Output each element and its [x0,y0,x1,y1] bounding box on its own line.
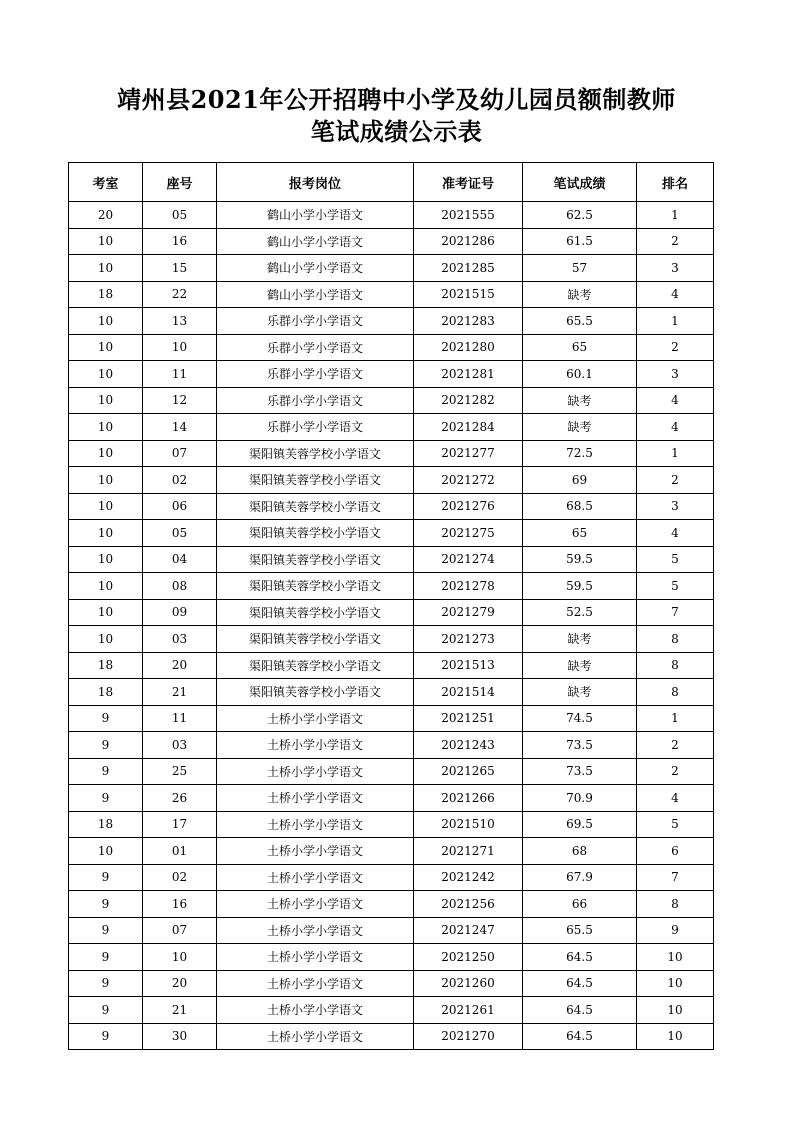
cell-exam-room: 10 [69,255,143,282]
cell-applied-position: 渠阳镇芙蓉学校小学语文 [217,546,414,573]
cell-seat-number: 25 [143,758,217,785]
cell-rank: 2 [637,467,714,494]
cell-admission-number: 2021260 [414,970,523,997]
cell-admission-number: 2021513 [414,652,523,679]
cell-applied-position: 土桥小学小学语文 [217,785,414,812]
cell-admission-number: 2021278 [414,573,523,600]
header-rank: 排名 [637,163,714,202]
cell-exam-room: 10 [69,387,143,414]
cell-applied-position: 渠阳镇芙蓉学校小学语文 [217,520,414,547]
header-written-score: 笔试成绩 [523,163,637,202]
cell-written-score: 59.5 [523,546,637,573]
table-row [69,308,714,335]
cell-exam-room: 10 [69,440,143,467]
cell-seat-number: 21 [143,997,217,1024]
cell-applied-position: 乐群小学小学语文 [217,308,414,335]
cell-written-score: 64.5 [523,1023,637,1050]
cell-admission-number: 2021510 [414,811,523,838]
cell-seat-number: 02 [143,467,217,494]
cell-applied-position: 乐群小学小学语文 [217,387,414,414]
cell-applied-position: 土桥小学小学语文 [217,732,414,759]
cell-rank: 8 [637,652,714,679]
cell-written-score: 73.5 [523,758,637,785]
cell-seat-number: 17 [143,811,217,838]
cell-rank: 7 [637,864,714,891]
cell-seat-number: 10 [143,334,217,361]
cell-rank: 2 [637,228,714,255]
cell-admission-number: 2021286 [414,228,523,255]
cell-applied-position: 渠阳镇芙蓉学校小学语文 [217,493,414,520]
header-seat-number: 座号 [143,163,217,202]
cell-applied-position: 渠阳镇芙蓉学校小学语文 [217,599,414,626]
header-admission-number: 准考证号 [414,163,523,202]
cell-written-score: 66 [523,891,637,918]
cell-written-score: 72.5 [523,440,637,467]
table-row [69,361,714,388]
cell-admission-number: 2021555 [414,202,523,229]
cell-applied-position: 乐群小学小学语文 [217,361,414,388]
table-row [69,467,714,494]
cell-admission-number: 2021280 [414,334,523,361]
cell-rank: 9 [637,917,714,944]
cell-applied-position: 土桥小学小学语文 [217,970,414,997]
cell-written-score: 缺考 [523,387,637,414]
cell-written-score: 68.5 [523,493,637,520]
cell-written-score: 缺考 [523,652,637,679]
cell-applied-position: 土桥小学小学语文 [217,944,414,971]
cell-written-score: 59.5 [523,573,637,600]
cell-admission-number: 2021515 [414,281,523,308]
table-row [69,255,714,282]
cell-exam-room: 10 [69,546,143,573]
table-row [69,1023,714,1050]
cell-applied-position: 土桥小学小学语文 [217,1023,414,1050]
table-row [69,281,714,308]
cell-seat-number: 12 [143,387,217,414]
cell-exam-room: 9 [69,1023,143,1050]
cell-admission-number: 2021282 [414,387,523,414]
cell-rank: 1 [637,308,714,335]
cell-exam-room: 18 [69,281,143,308]
cell-exam-room: 10 [69,361,143,388]
table-row [69,891,714,918]
table-row [69,811,714,838]
cell-rank: 5 [637,811,714,838]
cell-seat-number: 05 [143,202,217,229]
cell-applied-position: 渠阳镇芙蓉学校小学语文 [217,626,414,653]
cell-applied-position: 土桥小学小学语文 [217,758,414,785]
cell-written-score: 65.5 [523,917,637,944]
table-row [69,546,714,573]
cell-exam-room: 18 [69,652,143,679]
cell-written-score: 61.5 [523,228,637,255]
cell-applied-position: 渠阳镇芙蓉学校小学语文 [217,652,414,679]
cell-written-score: 57 [523,255,637,282]
cell-admission-number: 2021285 [414,255,523,282]
cell-seat-number: 07 [143,440,217,467]
cell-applied-position: 土桥小学小学语文 [217,997,414,1024]
cell-admission-number: 2021514 [414,679,523,706]
cell-seat-number: 05 [143,520,217,547]
cell-rank: 2 [637,732,714,759]
cell-exam-room: 9 [69,732,143,759]
cell-admission-number: 2021283 [414,308,523,335]
cell-applied-position: 渠阳镇芙蓉学校小学语文 [217,440,414,467]
cell-seat-number: 08 [143,573,217,600]
table-row [69,493,714,520]
cell-exam-room: 10 [69,414,143,441]
cell-admission-number: 2021270 [414,1023,523,1050]
cell-admission-number: 2021276 [414,493,523,520]
cell-admission-number: 2021265 [414,758,523,785]
cell-applied-position: 鹤山小学小学语文 [217,228,414,255]
cell-rank: 1 [637,202,714,229]
cell-admission-number: 2021271 [414,838,523,865]
cell-rank: 2 [637,758,714,785]
cell-seat-number: 11 [143,705,217,732]
cell-admission-number: 2021274 [414,546,523,573]
table-row [69,414,714,441]
cell-seat-number: 14 [143,414,217,441]
cell-exam-room: 9 [69,891,143,918]
cell-seat-number: 16 [143,891,217,918]
cell-admission-number: 2021284 [414,414,523,441]
table-row [69,758,714,785]
cell-written-score: 70.9 [523,785,637,812]
cell-written-score: 68 [523,838,637,865]
cell-exam-room: 10 [69,838,143,865]
cell-exam-room: 9 [69,705,143,732]
table-row [69,679,714,706]
cell-applied-position: 渠阳镇芙蓉学校小学语文 [217,467,414,494]
cell-admission-number: 2021273 [414,626,523,653]
table-row [69,440,714,467]
cell-applied-position: 土桥小学小学语文 [217,891,414,918]
cell-rank: 4 [637,785,714,812]
table-row [69,626,714,653]
cell-applied-position: 鹤山小学小学语文 [217,281,414,308]
cell-admission-number: 2021272 [414,467,523,494]
cell-written-score: 缺考 [523,626,637,653]
cell-exam-room: 9 [69,917,143,944]
cell-rank: 8 [637,679,714,706]
cell-written-score: 64.5 [523,944,637,971]
cell-written-score: 69 [523,467,637,494]
cell-seat-number: 11 [143,361,217,388]
cell-exam-room: 10 [69,334,143,361]
cell-written-score: 缺考 [523,281,637,308]
cell-exam-room: 10 [69,228,143,255]
cell-rank: 5 [637,546,714,573]
table-row [69,732,714,759]
cell-rank: 10 [637,1023,714,1050]
cell-exam-room: 10 [69,493,143,520]
cell-applied-position: 渠阳镇芙蓉学校小学语文 [217,573,414,600]
document-title [0,84,793,148]
cell-rank: 4 [637,387,714,414]
table-row [69,705,714,732]
table-row [69,944,714,971]
cell-written-score: 73.5 [523,732,637,759]
cell-admission-number: 2021250 [414,944,523,971]
cell-applied-position: 渠阳镇芙蓉学校小学语文 [217,679,414,706]
table-header [69,163,714,202]
cell-rank: 10 [637,997,714,1024]
cell-seat-number: 16 [143,228,217,255]
table-row [69,917,714,944]
header-applied-position: 报考岗位 [217,163,414,202]
cell-applied-position: 乐群小学小学语文 [217,334,414,361]
cell-admission-number: 2021279 [414,599,523,626]
cell-seat-number: 20 [143,970,217,997]
cell-exam-room: 10 [69,467,143,494]
results-table [68,162,714,1050]
cell-seat-number: 09 [143,599,217,626]
table-row [69,997,714,1024]
cell-rank: 7 [637,599,714,626]
cell-rank: 5 [637,573,714,600]
cell-exam-room: 18 [69,811,143,838]
cell-rank: 2 [637,334,714,361]
cell-seat-number: 10 [143,944,217,971]
cell-written-score: 64.5 [523,997,637,1024]
cell-seat-number: 26 [143,785,217,812]
cell-rank: 3 [637,255,714,282]
cell-written-score: 60.1 [523,361,637,388]
cell-written-score: 52.5 [523,599,637,626]
cell-exam-room: 9 [69,997,143,1024]
cell-admission-number: 2021256 [414,891,523,918]
title-line-1: 靖州县2021年公开招聘中小学及幼儿园员额制教师 [117,85,676,114]
cell-rank: 6 [637,838,714,865]
cell-seat-number: 04 [143,546,217,573]
header-row [69,163,714,202]
cell-written-score: 65 [523,334,637,361]
cell-seat-number: 01 [143,838,217,865]
cell-admission-number: 2021261 [414,997,523,1024]
cell-seat-number: 07 [143,917,217,944]
cell-written-score: 65 [523,520,637,547]
cell-applied-position: 土桥小学小学语文 [217,705,414,732]
table-row [69,599,714,626]
cell-written-score: 74.5 [523,705,637,732]
cell-admission-number: 2021266 [414,785,523,812]
cell-applied-position: 鹤山小学小学语文 [217,255,414,282]
title-line-2: 笔试成绩公示表 [310,117,483,146]
cell-seat-number: 06 [143,493,217,520]
cell-admission-number: 2021251 [414,705,523,732]
cell-seat-number: 03 [143,626,217,653]
cell-rank: 8 [637,891,714,918]
table-row [69,202,714,229]
table-row [69,573,714,600]
cell-rank: 1 [637,705,714,732]
table-row [69,387,714,414]
cell-written-score: 69.5 [523,811,637,838]
cell-exam-room: 10 [69,626,143,653]
cell-admission-number: 2021243 [414,732,523,759]
cell-rank: 4 [637,520,714,547]
cell-applied-position: 土桥小学小学语文 [217,917,414,944]
header-exam-room: 考室 [69,163,143,202]
table-row [69,970,714,997]
cell-written-score: 缺考 [523,679,637,706]
cell-seat-number: 30 [143,1023,217,1050]
cell-exam-room: 10 [69,308,143,335]
cell-exam-room: 18 [69,679,143,706]
cell-applied-position: 土桥小学小学语文 [217,864,414,891]
cell-rank: 3 [637,493,714,520]
cell-exam-room: 10 [69,573,143,600]
cell-written-score: 64.5 [523,970,637,997]
cell-admission-number: 2021275 [414,520,523,547]
table-row [69,652,714,679]
cell-written-score: 67.9 [523,864,637,891]
cell-rank: 8 [637,626,714,653]
cell-applied-position: 乐群小学小学语文 [217,414,414,441]
cell-admission-number: 2021277 [414,440,523,467]
table-row [69,785,714,812]
cell-exam-room: 9 [69,864,143,891]
cell-rank: 4 [637,281,714,308]
cell-exam-room: 10 [69,599,143,626]
cell-exam-room: 9 [69,758,143,785]
cell-seat-number: 13 [143,308,217,335]
cell-exam-room: 9 [69,785,143,812]
table-body [69,202,714,1050]
cell-seat-number: 21 [143,679,217,706]
table-row [69,838,714,865]
cell-applied-position: 鹤山小学小学语文 [217,202,414,229]
cell-admission-number: 2021281 [414,361,523,388]
cell-rank: 4 [637,414,714,441]
cell-admission-number: 2021242 [414,864,523,891]
cell-seat-number: 20 [143,652,217,679]
cell-rank: 10 [637,970,714,997]
table-row [69,228,714,255]
cell-written-score: 65.5 [523,308,637,335]
cell-rank: 10 [637,944,714,971]
table-row [69,864,714,891]
cell-rank: 1 [637,440,714,467]
cell-seat-number: 03 [143,732,217,759]
cell-seat-number: 02 [143,864,217,891]
cell-seat-number: 22 [143,281,217,308]
table-row [69,520,714,547]
cell-exam-room: 20 [69,202,143,229]
cell-applied-position: 土桥小学小学语文 [217,838,414,865]
cell-exam-room: 9 [69,944,143,971]
cell-rank: 3 [637,361,714,388]
cell-exam-room: 9 [69,970,143,997]
cell-seat-number: 15 [143,255,217,282]
cell-applied-position: 土桥小学小学语文 [217,811,414,838]
cell-written-score: 62.5 [523,202,637,229]
cell-written-score: 缺考 [523,414,637,441]
table-row [69,334,714,361]
cell-admission-number: 2021247 [414,917,523,944]
cell-exam-room: 10 [69,520,143,547]
